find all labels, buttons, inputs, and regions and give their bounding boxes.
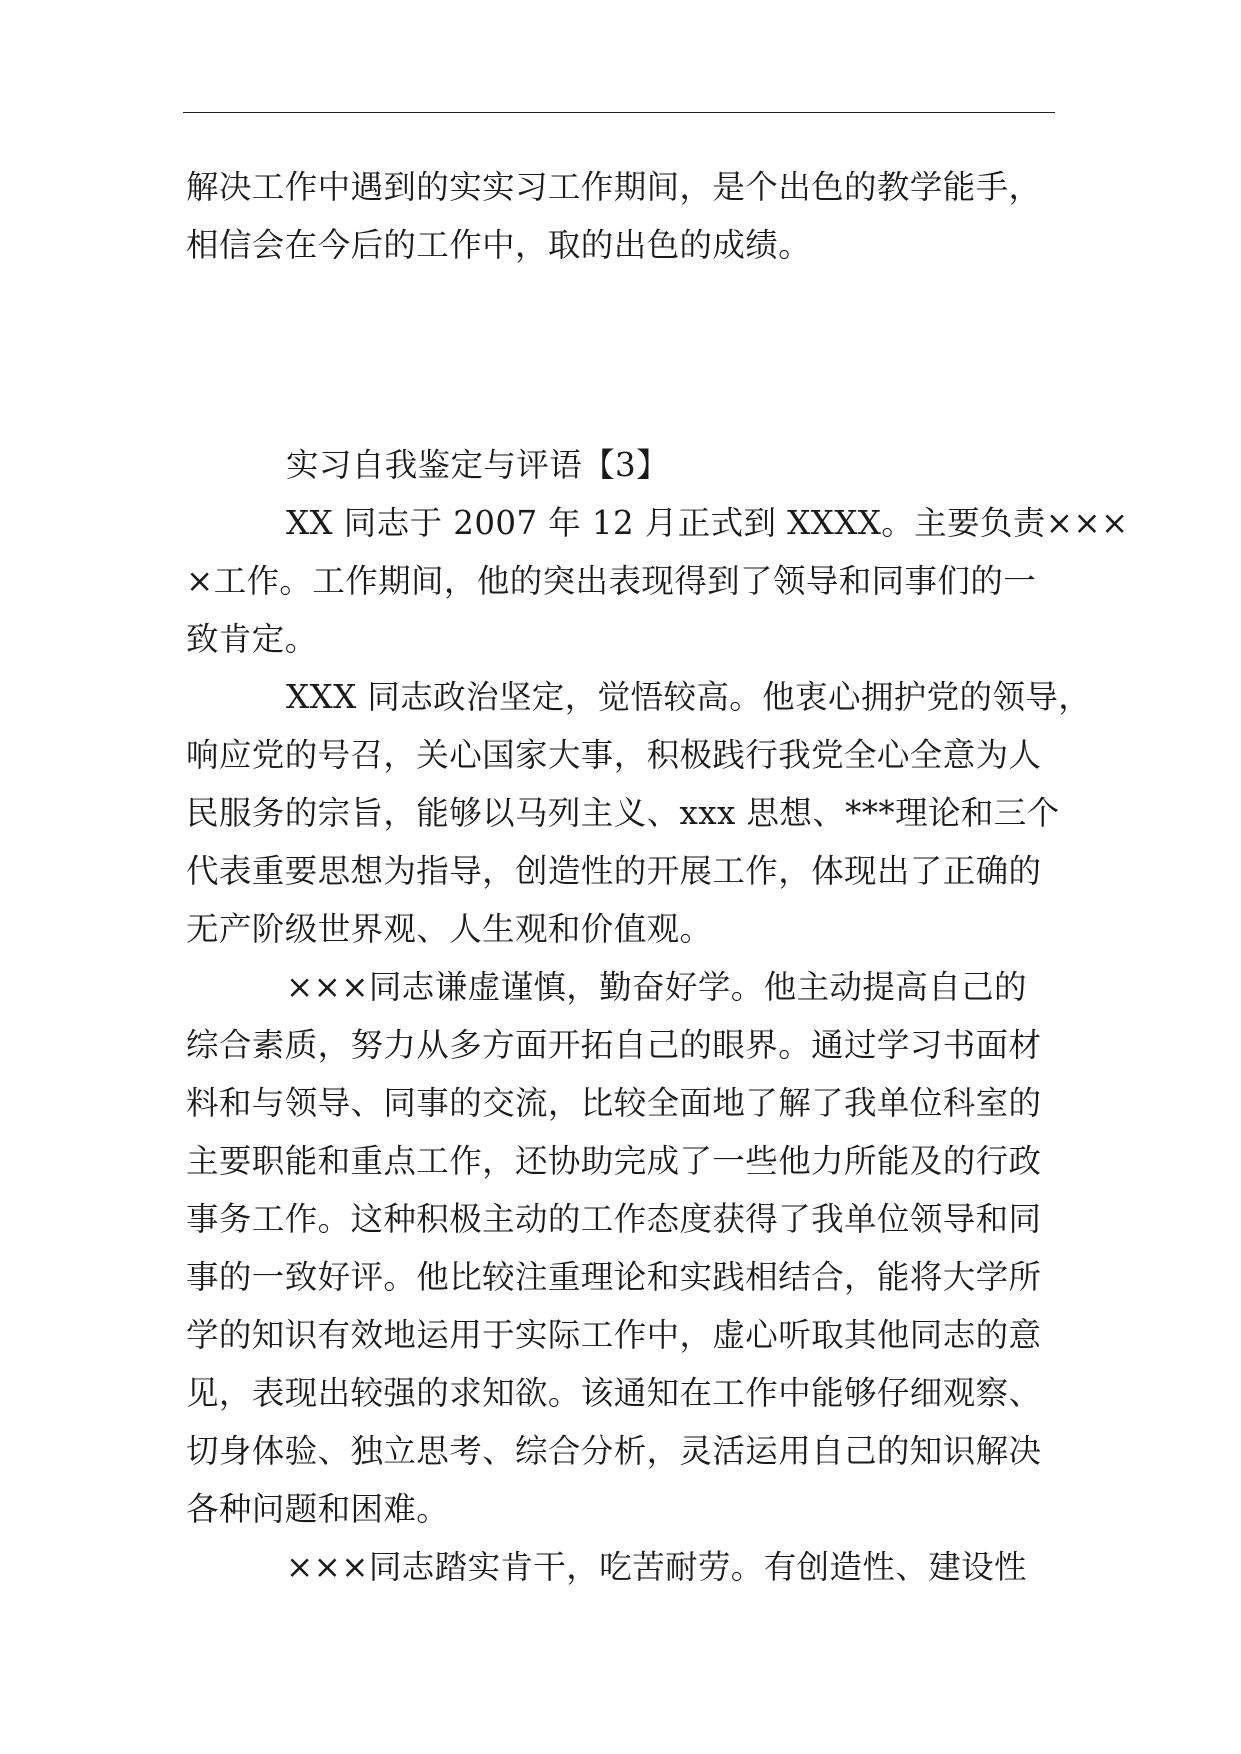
text-line: 综合素质，努力从多方面开拓自己的眼界。通过学习书面材 <box>186 1026 1042 1064</box>
text-line: 主要职能和重点工作，还协助完成了一些他力所能及的行政 <box>186 1142 1042 1180</box>
text-line: 料和与领导、同事的交流，比较全面地了解了我单位科室的 <box>186 1084 1042 1122</box>
paragraph <box>186 1538 1062 1596</box>
text-line: XX 同志于 2007 年 12 月正式到 XXXX。主要负责××× <box>286 504 1129 542</box>
text-line: 见，表现出较强的求知欲。该通知在工作中能够仔细观察、 <box>186 1374 1042 1412</box>
text-line: 事务工作。这种积极主动的工作态度获得了我单位领导和同 <box>186 1200 1042 1238</box>
paragraph <box>186 494 1129 668</box>
section-gap <box>186 274 1062 436</box>
text-line: 致肯定。 <box>186 620 318 658</box>
text-line: 各种问题和困难。 <box>186 1490 450 1528</box>
text-line: ×××同志谦虚谨慎，勤奋好学。他主动提高自己的 <box>286 968 1027 1006</box>
continuation-paragraph <box>186 158 1062 274</box>
text-line: ×工作。工作期间，他的突出表现得到了领导和同事们的一 <box>186 562 1037 600</box>
section-heading: 实习自我鉴定与评语【3】 <box>286 446 669 484</box>
header-rule <box>183 112 1055 113</box>
paragraph <box>186 668 1092 958</box>
text-line: 民服务的宗旨，能够以马列主义、xxx 思想、***理论和三个 <box>186 794 1060 832</box>
text-line: 切身体验、独立思考、综合分析，灵活运用自己的知识解决 <box>186 1432 1042 1470</box>
document-body <box>186 158 1129 1596</box>
text-line: 解决工作中遇到的实实习工作期间，是个出色的教学能手， <box>186 168 1042 206</box>
text-line: 事的一致好评。他比较注重理论和实践相结合，能将大学所 <box>186 1258 1042 1296</box>
text-line: 无产阶级世界观、人生观和价值观。 <box>186 910 713 948</box>
text-line: XXX 同志政治坚定，觉悟较高。他衷心拥护党的领导， <box>286 678 1092 716</box>
text-line: 代表重要思想为指导，创造性的开展工作，体现出了正确的 <box>186 852 1042 890</box>
text-line: 相信会在今后的工作中，取的出色的成绩。 <box>186 226 812 264</box>
text-line: ×××同志踏实肯干，吃苦耐劳。有创造性、建设性 <box>286 1548 1027 1586</box>
paragraph <box>186 958 1062 1538</box>
text-line: 响应党的号召，关心国家大事，积极践行我党全心全意为人 <box>186 736 1042 774</box>
text-line: 学的知识有效地运用于实际工作中，虚心听取其他同志的意 <box>186 1316 1042 1354</box>
